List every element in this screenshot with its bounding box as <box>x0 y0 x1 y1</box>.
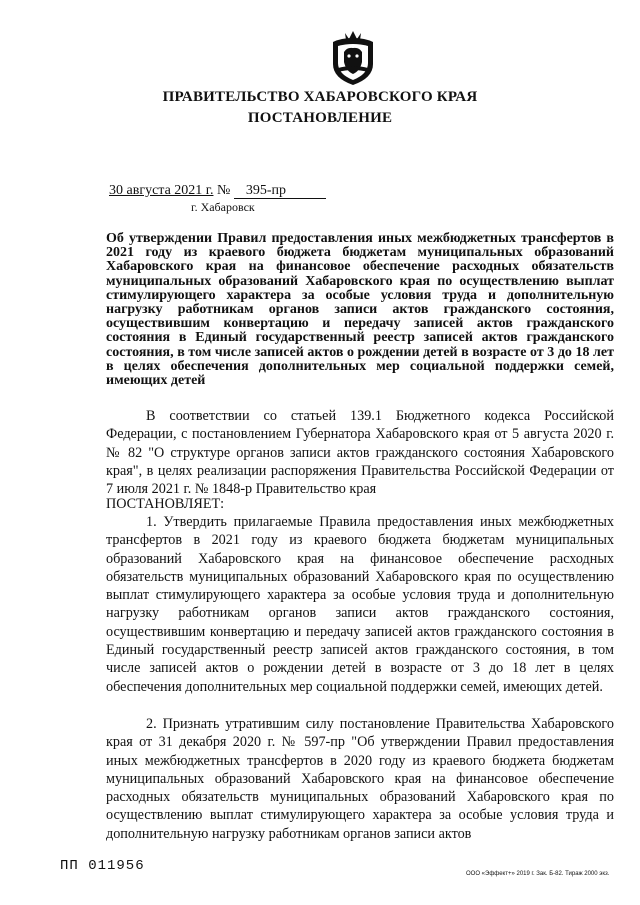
document-type: ПОСТАНОВЛЕНИЕ <box>247 110 393 126</box>
printer-imprint: ООО «Эффект+» 2019 г. Зак. Б-82. Тираж 2000 экз. <box>466 871 610 877</box>
document-city: г. Хабаровск <box>191 200 255 214</box>
clause-2-paragraph: 2. Признать утратившим силу постановление Правительства Хабаровского края от 31 декабря 2020 г. № 597-пр "Об утверждении Правил предоставления иных межбюджетных трансфертов в 2020 году из краевого бюджета бюджетам муниципальных образований Хабаровского края на финансовое обеспечение расходных обязательств муниципальных образований Хабаровского края по осуществлению выплат стимулирующего характера за особые условия труда и дополнительную нагрузку работникам органов записи актов <box>106 716 614 842</box>
government-title: ПРАВИТЕЛЬСТВО ХАБАРОВСКОГО КРАЯ <box>162 89 478 105</box>
coat-of-arms-icon <box>327 28 379 86</box>
document-subject: Об утверждении Правил предоставления иных межбюджетных трансфертов в 2021 году из краевого бюджета бюджетам муниципальных образований Хабаровского края на финансовое обеспечение расходных обязательств муниципальных образований Хабаровского края по осуществлению выплат стимулирующего характера за особые условия труда и дополнительную нагрузку работникам органов записи актов гражданского состояния, осуществившим конвертацию и передачу записей актов гражданского состояния в Единый государственный реестр записей актов гражданского состояния, в том числе записей актов о рождении детей в возрасте от 3 до 18 лет в целях обеспечения дополнительных мер социальной поддержки семей, имеющих детей <box>106 231 614 389</box>
preamble-paragraph: В соответствии со статьей 139.1 Бюджетного кодекса Российской Федерации, с постановлением Губернатора Хабаровского края от 5 августа 2020 г. № 82 "О структуре органов записи актов гражданского состояния Хабаровского края", в целях реализации распоряжения Правительства Российской Федерации от 7 июля 2021 г. № 1848-р Правительство края <box>106 408 614 498</box>
serial-number: ПП 011956 <box>60 858 145 874</box>
postanovlyaet-heading: ПОСТАНОВЛЯЕТ: <box>106 496 225 512</box>
document-date: 30 августа 2021 г. <box>109 183 214 198</box>
date-number-line <box>109 183 326 199</box>
number-label: № <box>216 183 231 198</box>
document-number: 395-пр <box>234 184 326 199</box>
clause-1-paragraph: 1. Утвердить прилагаемые Правила предоставления иных межбюджетных трансфертов в 2021 году из краевого бюджета бюджетам муниципальных образований Хабаровского края на финансовое обеспечение расходных обязательств муниципальных образований Хабаровского края по осуществлению выплат стимулирующего характера за особые условия труда и дополнительную нагрузку работникам органов записи актов гражданского состояния, осуществившим конвертацию и передачу записей актов гражданского состояния в Единый государственный реестр записей актов гражданского состояния, в том числе записей актов о рождении детей в возрасте от 3 до 18 лет в целях обеспечения дополнительных мер социальной поддержки семей, имеющих детей. <box>106 514 614 695</box>
